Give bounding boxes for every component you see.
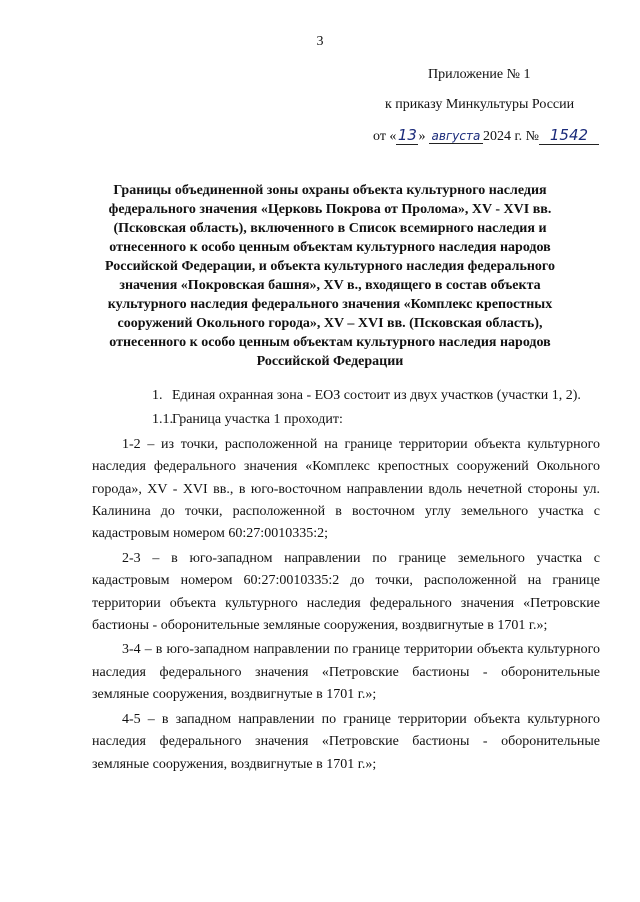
date-quote-close: »	[418, 129, 426, 144]
paragraph-text: 1-2 – из точки, расположенной на границе территории объекта культурного наследия федерального значения «Комплекс крепостных сооружений Окольного города», XV - XVI вв., в юго-восточном направлении вдоль нечетной стороны ул. Калинина до точки, расположенной в восточном углу земельного участка с кадастровым номером 60:27:0010335:2;	[92, 436, 600, 542]
paragraph	[92, 385, 600, 407]
handwritten-day: 13	[397, 126, 417, 144]
paragraph	[92, 639, 600, 706]
year-text: 2024 г. №	[482, 129, 539, 144]
paragraph	[92, 434, 600, 546]
paragraph-text: Граница участка 1 проходит:	[172, 412, 343, 428]
paragraph-number: 1.1.	[152, 412, 173, 428]
paragraph-text: Единая охранная зона - ЕОЗ состоит из двух участков (участки 1, 2).	[172, 388, 581, 403]
appendix-label: Приложение № 1	[428, 67, 531, 82]
document-title: Границы объединенной зоны охраны объекта культурного наследия федерального значения «Церковь Покрова от Пролома», XV - XVI вв. (Псковская область), включенного в Список всемирного наследия и отнесенного к особо ценным объектам культурного наследия народов Российской Федерации, и объекта культурного наследия федерального значения «Покровская башня», XV в., входящего в состав объекта культурного наследия федерального значения «Комплекс крепостных сооружений Окольного города», XV – XVI вв. (Псковская область), отнесенного к особо ценным объектам культурного наследия народов Российской Федерации	[105, 183, 555, 369]
document-body	[92, 385, 600, 778]
paragraph-text: 4-5 – в западном направлении по границе территории объекта культурного наследия федерального значения «Петровские бастионы - оборонительные земляные сооружения, воздвигнутые в 1701 г.»;	[92, 711, 600, 772]
handwritten-order-number: 1542	[539, 126, 599, 145]
page-number: 3	[316, 34, 324, 49]
paragraph	[92, 709, 600, 776]
paragraph-text: 3-4 – в юго-западном направлении по границе территории объекта культурного наследия федерального значения «Петровские бастионы - оборонительные земляные сооружения, воздвигнутые в 1701 г.»;	[92, 642, 600, 703]
paragraph	[92, 409, 600, 431]
handwritten-month: августа	[429, 129, 483, 144]
order-reference: к приказу Минкультуры России	[385, 97, 575, 112]
paragraph-text: 2-3 – в юго-западном направлении по границе земельного участка с кадастровым номером 60:27:0010335:2 до точки, расположенной на границе территории объекта культурного наследия федерального значения «Петровские бастионы - оборонительные земляные сооружения, воздвигнутые в 1701 г.»;	[92, 550, 600, 634]
date-prefix: от «	[373, 129, 397, 144]
order-date-line	[373, 126, 599, 145]
paragraph	[92, 548, 600, 638]
paragraph-number: 1.	[152, 388, 163, 403]
